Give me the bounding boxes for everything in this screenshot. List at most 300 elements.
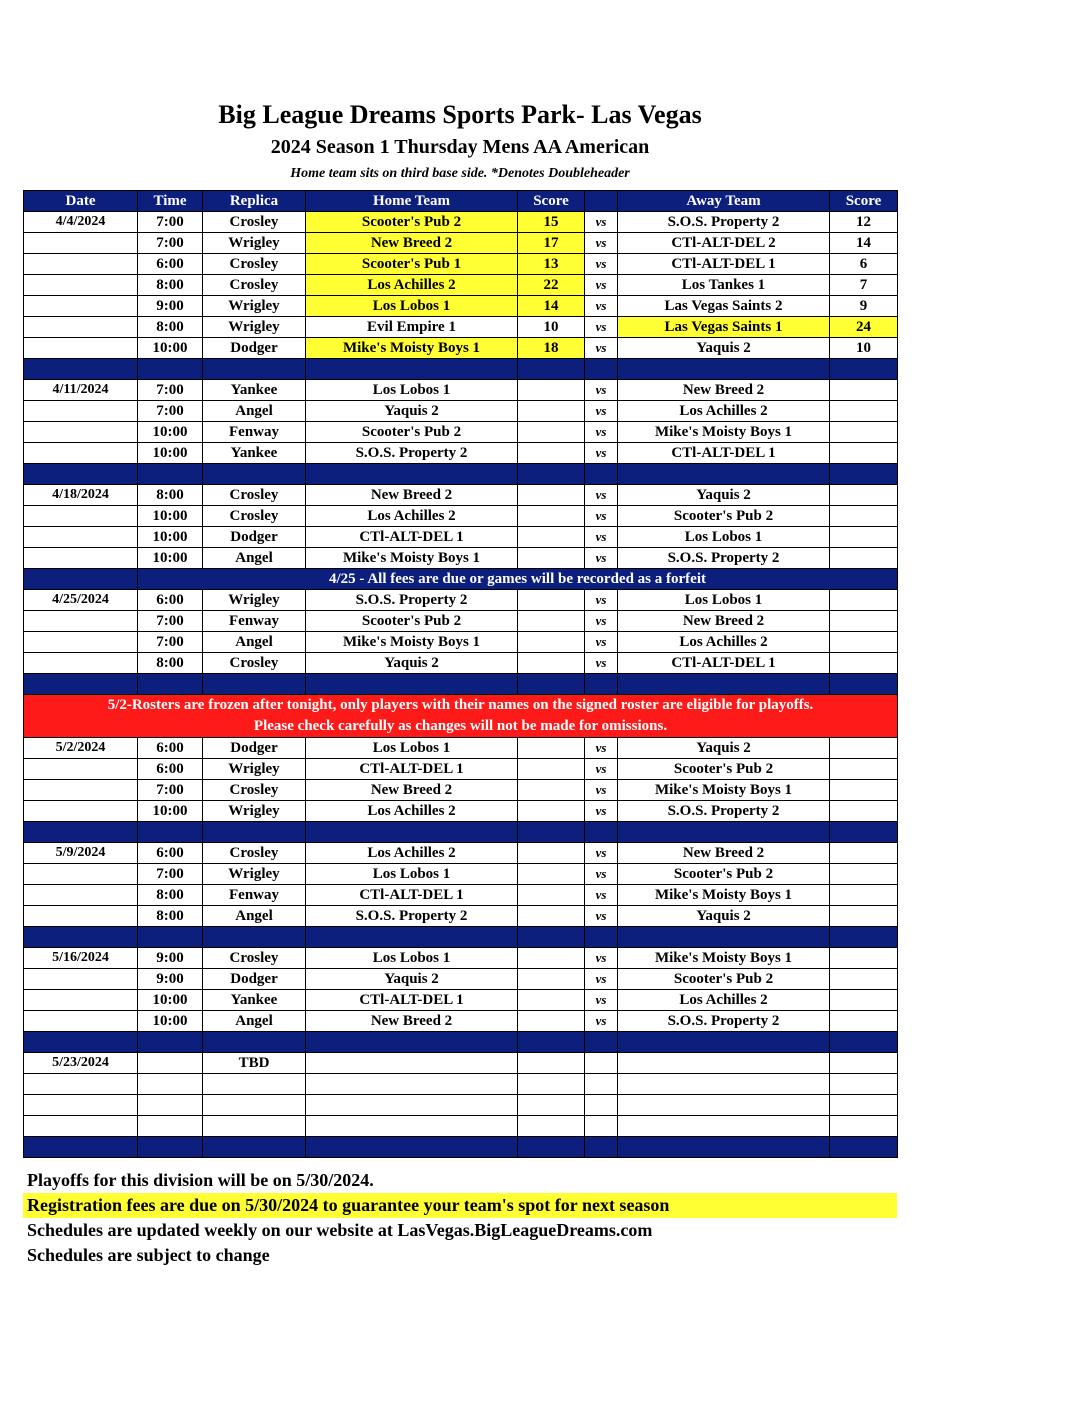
separator-cell (24, 359, 138, 380)
away-score (830, 527, 898, 548)
game-row (24, 969, 898, 990)
home-score (518, 885, 585, 906)
separator-cell (830, 1137, 898, 1158)
vs-label: vs (585, 780, 618, 801)
website-note: Schedules are updated weekly on our website at LasVegas.BigLeagueDreams.com (27, 1220, 653, 1240)
game-time: 10:00 (138, 801, 203, 822)
empty-cell (618, 1074, 830, 1095)
game-date (24, 1116, 138, 1137)
away-team: Yaquis 2 (618, 338, 830, 359)
game-row (24, 948, 898, 969)
game-date: 4/11/2024 (24, 380, 138, 401)
separator-cell (138, 464, 203, 485)
separator-cell (585, 464, 618, 485)
home-score (518, 801, 585, 822)
separator-cell (203, 359, 306, 380)
game-date (24, 1074, 138, 1095)
fee-notice-row (24, 569, 898, 590)
separator-cell (24, 569, 138, 590)
game-field: Wrigley (203, 801, 306, 822)
game-row (24, 275, 898, 296)
home-team: S.O.S. Property 2 (306, 906, 518, 927)
home-score (518, 380, 585, 401)
vs-label: vs (585, 254, 618, 275)
roster-alert (24, 695, 898, 738)
game-field: Wrigley (203, 759, 306, 780)
vs-label: vs (585, 401, 618, 422)
away-team: CTl-ALT-DEL 1 (618, 443, 830, 464)
game-time: 6:00 (138, 759, 203, 780)
home-score (518, 632, 585, 653)
separator-cell (138, 822, 203, 843)
empty-cell (518, 1053, 585, 1074)
game-row (24, 233, 898, 254)
away-score (830, 548, 898, 569)
game-row (24, 527, 898, 548)
game-time (138, 1116, 203, 1137)
empty-cell (306, 1095, 518, 1116)
game-date (24, 338, 138, 359)
home-team: Los Lobos 1 (306, 380, 518, 401)
page-subtitle: 2024 Season 1 Thursday Mens AA American (270, 136, 650, 158)
home-score (518, 548, 585, 569)
game-field: TBD (203, 1053, 306, 1074)
away-team: S.O.S. Property 2 (618, 212, 830, 233)
game-row (24, 1011, 898, 1032)
home-team: Los Lobos 1 (306, 864, 518, 885)
home-score: 17 (518, 233, 585, 254)
game-row (24, 422, 898, 443)
empty-cell (585, 1116, 618, 1137)
separator-cell (830, 674, 898, 695)
vs-label: vs (585, 506, 618, 527)
away-team: Los Achilles 2 (618, 990, 830, 1011)
home-team: CTl-ALT-DEL 1 (306, 885, 518, 906)
col-header-vs (585, 191, 618, 212)
home-score (518, 843, 585, 864)
vs-label: vs (585, 948, 618, 969)
separator-cell (618, 1137, 830, 1158)
game-row (24, 401, 898, 422)
game-time: 8:00 (138, 317, 203, 338)
away-team: Mike's Moisty Boys 1 (618, 780, 830, 801)
away-team: CTl-ALT-DEL 1 (618, 254, 830, 275)
away-team: New Breed 2 (618, 843, 830, 864)
game-time: 8:00 (138, 275, 203, 296)
game-date (24, 401, 138, 422)
col-header-away-score: Score (830, 191, 898, 212)
game-row (24, 632, 898, 653)
home-team: Mike's Moisty Boys 1 (306, 338, 518, 359)
game-row (24, 317, 898, 338)
home-score (518, 738, 585, 759)
away-score (830, 443, 898, 464)
game-field: Crosley (203, 948, 306, 969)
home-score: 15 (518, 212, 585, 233)
separator-cell (518, 464, 585, 485)
vs-label: vs (585, 548, 618, 569)
game-time: 7:00 (138, 864, 203, 885)
home-team: New Breed 2 (306, 780, 518, 801)
game-time: 10:00 (138, 527, 203, 548)
game-field (203, 1116, 306, 1137)
away-score (830, 780, 898, 801)
away-score (830, 906, 898, 927)
game-field: Angel (203, 1011, 306, 1032)
game-time: 7:00 (138, 380, 203, 401)
home-score (518, 969, 585, 990)
home-team: New Breed 2 (306, 233, 518, 254)
game-date: 4/4/2024 (24, 212, 138, 233)
game-time: 9:00 (138, 296, 203, 317)
home-team: Mike's Moisty Boys 1 (306, 548, 518, 569)
home-score (518, 990, 585, 1011)
vs-label: vs (585, 590, 618, 611)
game-row (24, 864, 898, 885)
schedule-body (24, 212, 898, 1158)
game-time: 6:00 (138, 843, 203, 864)
game-date (24, 275, 138, 296)
vs-label: vs (585, 969, 618, 990)
game-time: 7:00 (138, 212, 203, 233)
game-row (24, 611, 898, 632)
empty-cell (830, 1053, 898, 1074)
separator-cell (203, 674, 306, 695)
home-score (518, 1011, 585, 1032)
game-time: 10:00 (138, 1011, 203, 1032)
away-team: Yaquis 2 (618, 485, 830, 506)
game-date (24, 864, 138, 885)
vs-label: vs (585, 906, 618, 927)
game-row (24, 548, 898, 569)
game-date (24, 801, 138, 822)
home-score (518, 527, 585, 548)
away-score (830, 485, 898, 506)
game-date (24, 548, 138, 569)
game-date (24, 506, 138, 527)
separator-cell (830, 464, 898, 485)
game-row (24, 485, 898, 506)
game-date (24, 780, 138, 801)
separator-cell (618, 927, 830, 948)
separator-cell (518, 1137, 585, 1158)
separator-cell (618, 1032, 830, 1053)
game-date (24, 632, 138, 653)
empty-cell (618, 1095, 830, 1116)
away-team: Scooter's Pub 2 (618, 864, 830, 885)
separator-cell (518, 674, 585, 695)
home-score (518, 506, 585, 527)
vs-label: vs (585, 275, 618, 296)
week-separator (24, 822, 898, 843)
empty-cell (585, 1095, 618, 1116)
away-score (830, 738, 898, 759)
game-row (24, 254, 898, 275)
game-field: Dodger (203, 969, 306, 990)
separator-cell (585, 927, 618, 948)
vs-label: vs (585, 317, 618, 338)
game-date (24, 296, 138, 317)
col-header-home-score: Score (518, 191, 585, 212)
separator-cell (518, 822, 585, 843)
vs-label: vs (585, 738, 618, 759)
game-date (24, 990, 138, 1011)
separator-cell (306, 927, 518, 948)
away-team: Los Achilles 2 (618, 401, 830, 422)
game-field: Dodger (203, 738, 306, 759)
away-score: 6 (830, 254, 898, 275)
game-time: 9:00 (138, 948, 203, 969)
away-team: CTl-ALT-DEL 1 (618, 653, 830, 674)
vs-label: vs (585, 1011, 618, 1032)
empty-cell (518, 1074, 585, 1095)
game-date: 5/9/2024 (24, 843, 138, 864)
away-team: Mike's Moisty Boys 1 (618, 948, 830, 969)
home-score (518, 401, 585, 422)
home-team: New Breed 2 (306, 1011, 518, 1032)
separator-cell (585, 822, 618, 843)
separator-cell (585, 1032, 618, 1053)
game-row (24, 780, 898, 801)
home-team: Los Achilles 2 (306, 506, 518, 527)
game-row (24, 590, 898, 611)
away-score: 24 (830, 317, 898, 338)
separator-cell (24, 1032, 138, 1053)
game-field: Angel (203, 906, 306, 927)
away-score (830, 801, 898, 822)
game-field (203, 1074, 306, 1095)
away-team: Los Achilles 2 (618, 632, 830, 653)
game-row (24, 296, 898, 317)
game-field: Angel (203, 548, 306, 569)
col-header-time: Time (138, 191, 203, 212)
roster-alert-line: 5/2-Rosters are frozen after tonight, only players with their names on the signed roster are eligible for playoffs. (107, 697, 814, 713)
separator-cell (203, 927, 306, 948)
game-time: 6:00 (138, 590, 203, 611)
vs-label: vs (585, 653, 618, 674)
game-field: Crosley (203, 275, 306, 296)
empty-cell (585, 1074, 618, 1095)
separator-cell (306, 822, 518, 843)
home-score (518, 422, 585, 443)
game-field: Crosley (203, 212, 306, 233)
away-team: Los Tankes 1 (618, 275, 830, 296)
away-score: 9 (830, 296, 898, 317)
away-score (830, 506, 898, 527)
game-field: Crosley (203, 506, 306, 527)
home-score (518, 590, 585, 611)
game-time: 10:00 (138, 443, 203, 464)
game-row (24, 212, 898, 233)
vs-label: vs (585, 380, 618, 401)
game-time: 7:00 (138, 780, 203, 801)
game-field: Crosley (203, 485, 306, 506)
separator-cell (830, 359, 898, 380)
game-row (24, 380, 898, 401)
away-team: Scooter's Pub 2 (618, 506, 830, 527)
away-team: Scooter's Pub 2 (618, 759, 830, 780)
game-row (24, 759, 898, 780)
home-team: Los Achilles 2 (306, 801, 518, 822)
home-team: S.O.S. Property 2 (306, 590, 518, 611)
game-time: 8:00 (138, 653, 203, 674)
separator-cell (306, 674, 518, 695)
separator-cell (24, 674, 138, 695)
game-date (24, 1095, 138, 1116)
game-row (24, 801, 898, 822)
game-time: 10:00 (138, 506, 203, 527)
separator-cell (203, 1032, 306, 1053)
week-separator (24, 674, 898, 695)
separator-cell (306, 359, 518, 380)
empty-cell (618, 1053, 830, 1074)
tbd-row (24, 1095, 898, 1116)
game-time: 10:00 (138, 548, 203, 569)
home-team: CTl-ALT-DEL 1 (306, 527, 518, 548)
game-field (203, 1095, 306, 1116)
empty-cell (306, 1116, 518, 1137)
separator-cell (306, 464, 518, 485)
home-team: Scooter's Pub 1 (306, 254, 518, 275)
empty-cell (830, 1116, 898, 1137)
home-score (518, 443, 585, 464)
vs-label: vs (585, 422, 618, 443)
away-team: Las Vegas Saints 1 (618, 317, 830, 338)
away-score (830, 632, 898, 653)
home-team: Mike's Moisty Boys 1 (306, 632, 518, 653)
home-team: S.O.S. Property 2 (306, 443, 518, 464)
game-time (138, 1053, 203, 1074)
vs-label: vs (585, 443, 618, 464)
home-team: Evil Empire 1 (306, 317, 518, 338)
away-team: Mike's Moisty Boys 1 (618, 885, 830, 906)
away-team: New Breed 2 (618, 380, 830, 401)
home-team: Scooter's Pub 2 (306, 212, 518, 233)
game-field: Fenway (203, 422, 306, 443)
game-date (24, 611, 138, 632)
away-team: Mike's Moisty Boys 1 (618, 422, 830, 443)
game-field: Crosley (203, 780, 306, 801)
separator-cell (306, 1137, 518, 1158)
home-team: Los Lobos 1 (306, 948, 518, 969)
separator-cell (203, 822, 306, 843)
game-date: 5/16/2024 (24, 948, 138, 969)
game-date (24, 906, 138, 927)
away-score (830, 759, 898, 780)
game-field: Wrigley (203, 296, 306, 317)
game-row (24, 885, 898, 906)
game-row (24, 843, 898, 864)
vs-label: vs (585, 885, 618, 906)
roster-alert-row (24, 695, 898, 738)
away-score (830, 422, 898, 443)
game-date (24, 885, 138, 906)
away-team: S.O.S. Property 2 (618, 548, 830, 569)
home-score (518, 906, 585, 927)
home-score: 10 (518, 317, 585, 338)
fee-notice: 4/25 - All fees are due or games will be recorded as a forfeit (138, 569, 898, 590)
game-field: Yankee (203, 990, 306, 1011)
away-team: CTl-ALT-DEL 2 (618, 233, 830, 254)
col-header-date: Date (24, 191, 138, 212)
home-team: Yaquis 2 (306, 653, 518, 674)
vs-label: vs (585, 233, 618, 254)
registration-note: Registration fees are due on 5/30/2024 to guarantee your team's spot for next season (23, 1193, 897, 1218)
game-field: Yankee (203, 380, 306, 401)
game-date (24, 527, 138, 548)
home-team: Los Achilles 2 (306, 843, 518, 864)
empty-cell (306, 1053, 518, 1074)
separator-cell (24, 927, 138, 948)
away-score (830, 969, 898, 990)
away-score (830, 611, 898, 632)
empty-cell (830, 1074, 898, 1095)
vs-label: vs (585, 527, 618, 548)
game-time: 8:00 (138, 485, 203, 506)
away-team: Los Lobos 1 (618, 590, 830, 611)
schedule-table (23, 190, 898, 1158)
game-field: Crosley (203, 653, 306, 674)
away-team: S.O.S. Property 2 (618, 801, 830, 822)
separator-cell (618, 464, 830, 485)
home-team: Yaquis 2 (306, 969, 518, 990)
away-score: 10 (830, 338, 898, 359)
home-score: 14 (518, 296, 585, 317)
away-team: New Breed 2 (618, 611, 830, 632)
separator-cell (306, 1032, 518, 1053)
empty-cell (585, 1053, 618, 1074)
away-team: Los Lobos 1 (618, 527, 830, 548)
game-field: Angel (203, 401, 306, 422)
schedule-note: Home team sits on third base side. *Denotes Doubleheader (290, 166, 630, 181)
away-score (830, 864, 898, 885)
home-team: Scooter's Pub 2 (306, 611, 518, 632)
vs-label: vs (585, 338, 618, 359)
game-time (138, 1074, 203, 1095)
game-field: Dodger (203, 338, 306, 359)
change-note: Schedules are subject to change (27, 1245, 270, 1265)
empty-cell (518, 1116, 585, 1137)
vs-label: vs (585, 843, 618, 864)
away-score (830, 990, 898, 1011)
game-field: Dodger (203, 527, 306, 548)
separator-cell (138, 674, 203, 695)
separator-cell (618, 359, 830, 380)
separator-cell (203, 464, 306, 485)
week-separator (24, 464, 898, 485)
game-date (24, 653, 138, 674)
game-field: Wrigley (203, 233, 306, 254)
table-header-row (24, 191, 898, 212)
away-score (830, 653, 898, 674)
game-time: 7:00 (138, 233, 203, 254)
game-field: Yankee (203, 443, 306, 464)
game-date: 4/25/2024 (24, 590, 138, 611)
home-score: 18 (518, 338, 585, 359)
separator-cell (24, 1137, 138, 1158)
vs-label: vs (585, 632, 618, 653)
away-score (830, 948, 898, 969)
vs-label: vs (585, 759, 618, 780)
away-team: Yaquis 2 (618, 906, 830, 927)
game-field: Wrigley (203, 317, 306, 338)
separator-cell (830, 822, 898, 843)
game-date (24, 233, 138, 254)
separator-cell (585, 1137, 618, 1158)
game-row (24, 338, 898, 359)
week-separator (24, 359, 898, 380)
away-score (830, 885, 898, 906)
